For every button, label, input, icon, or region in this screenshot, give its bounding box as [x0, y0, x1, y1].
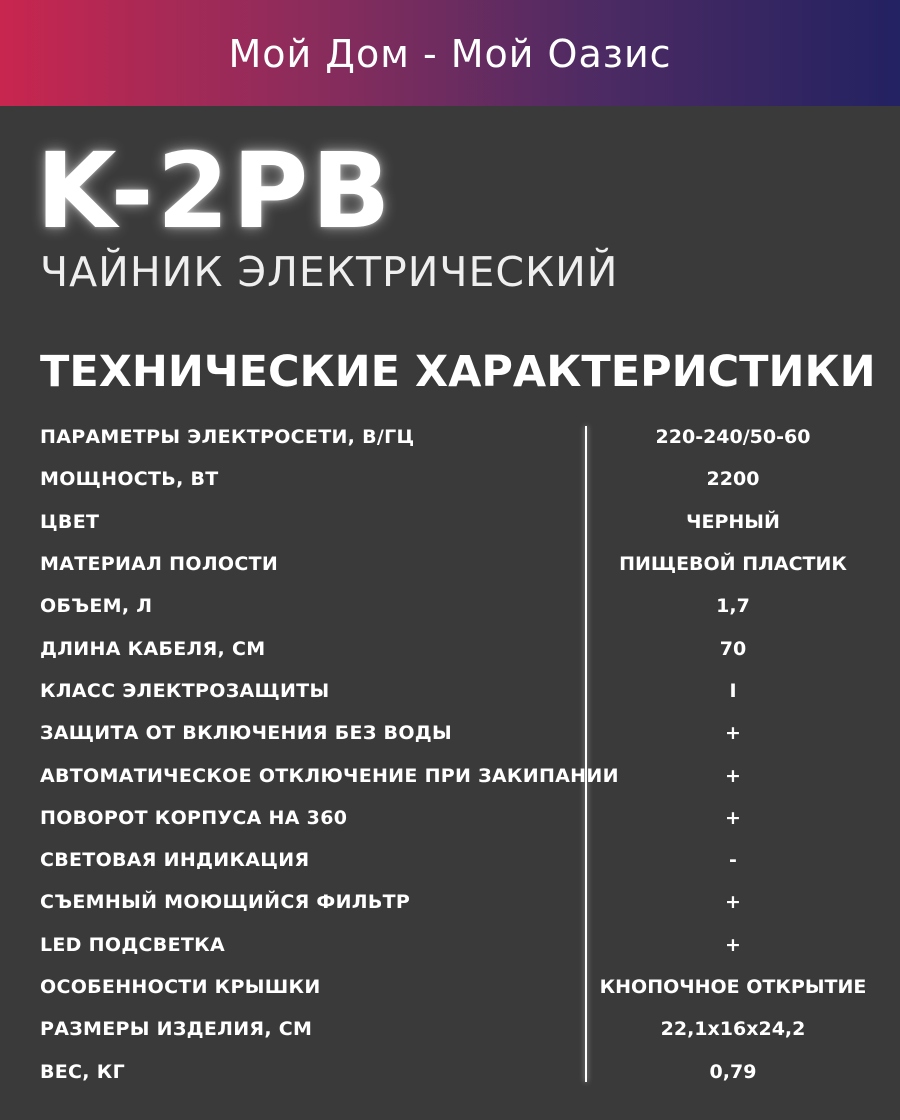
- spec-row: [40, 543, 880, 585]
- spec-value: +: [725, 806, 741, 829]
- spec-value: -: [729, 849, 737, 872]
- spec-name: СВЕТОВАЯ ИНДИКАЦИЯ: [40, 849, 310, 872]
- spec-row: [40, 670, 880, 712]
- spec-name: ЦВЕТ: [40, 510, 100, 533]
- spec-row: [40, 416, 880, 458]
- spec-name: КЛАСС ЭЛЕКТРОЗАЩИТЫ: [40, 679, 330, 702]
- spec-value: 70: [719, 637, 747, 660]
- spec-name: МАТЕРИАЛ ПОЛОСТИ: [40, 553, 279, 576]
- product-type: ЧАЙНИК ЭЛЕКТРИЧЕСКИЙ: [40, 248, 619, 296]
- spec-row: [40, 458, 880, 500]
- spec-row: [40, 1050, 880, 1092]
- spec-name: LED ПОДСВЕТКА: [40, 933, 225, 956]
- specs-table: [40, 416, 880, 1093]
- spec-row: [40, 924, 880, 966]
- spec-name: ОСОБЕННОСТИ КРЫШКИ: [40, 976, 321, 998]
- brand-banner: [0, 0, 900, 106]
- spec-value: 220-240/50-60: [655, 426, 811, 449]
- spec-row: [40, 585, 880, 627]
- spec-value: 1,7: [716, 595, 750, 618]
- spec-row: [40, 1008, 880, 1050]
- spec-row: [40, 501, 880, 543]
- spec-name: ДЛИНА КАБЕЛЯ, СМ: [40, 637, 266, 660]
- spec-name: ПАРАМЕТРЫ ЭЛЕКТРОСЕТИ, В/ГЦ: [40, 426, 415, 449]
- spec-value: КНОПОЧНОЕ ОТКРЫТИЕ: [599, 976, 867, 998]
- spec-row: [40, 712, 880, 754]
- spec-name: ЗАЩИТА ОТ ВКЛЮЧЕНИЯ БЕЗ ВОДЫ: [40, 722, 452, 745]
- spec-value: 0,79: [709, 1060, 757, 1083]
- banner-title: Мой Дом - Мой Оазис: [228, 32, 672, 76]
- specs-heading: ТЕХНИЧЕСКИЕ ХАРАКТЕРИСТИКИ: [40, 347, 876, 397]
- spec-name: ВЕС, КГ: [40, 1060, 125, 1083]
- spec-value: ПИЩЕВОЙ ПЛАСТИК: [619, 553, 847, 576]
- spec-name: ОБЪЕМ, Л: [40, 595, 153, 618]
- spec-name: МОЩНОСТЬ, ВТ: [40, 468, 219, 491]
- spec-value: 2200: [706, 468, 760, 491]
- spec-row: [40, 881, 880, 923]
- spec-row: [40, 627, 880, 669]
- spec-row: [40, 966, 880, 1008]
- spec-value: +: [725, 764, 741, 787]
- spec-value: +: [725, 933, 741, 956]
- spec-value: I: [729, 679, 737, 702]
- spec-name: АВТОМАТИЧЕСКОЕ ОТКЛЮЧЕНИЕ ПРИ ЗАКИПАНИИ: [40, 764, 619, 787]
- spec-row: [40, 754, 880, 796]
- spec-value: ЧЕРНЫЙ: [686, 510, 780, 533]
- spec-row: [40, 797, 880, 839]
- spec-value: +: [725, 722, 741, 745]
- spec-row: [40, 839, 880, 881]
- spec-value: +: [725, 891, 741, 914]
- product-model: K-2PB: [36, 130, 394, 252]
- spec-value: 22,1x16x24,2: [660, 1018, 806, 1041]
- spec-name: СЪЕМНЫЙ МОЮЩИЙСЯ ФИЛЬТР: [40, 891, 411, 914]
- spec-name: ПОВОРОТ КОРПУСА НА 360: [40, 806, 348, 829]
- spec-name: РАЗМЕРЫ ИЗДЕЛИЯ, СМ: [40, 1018, 313, 1041]
